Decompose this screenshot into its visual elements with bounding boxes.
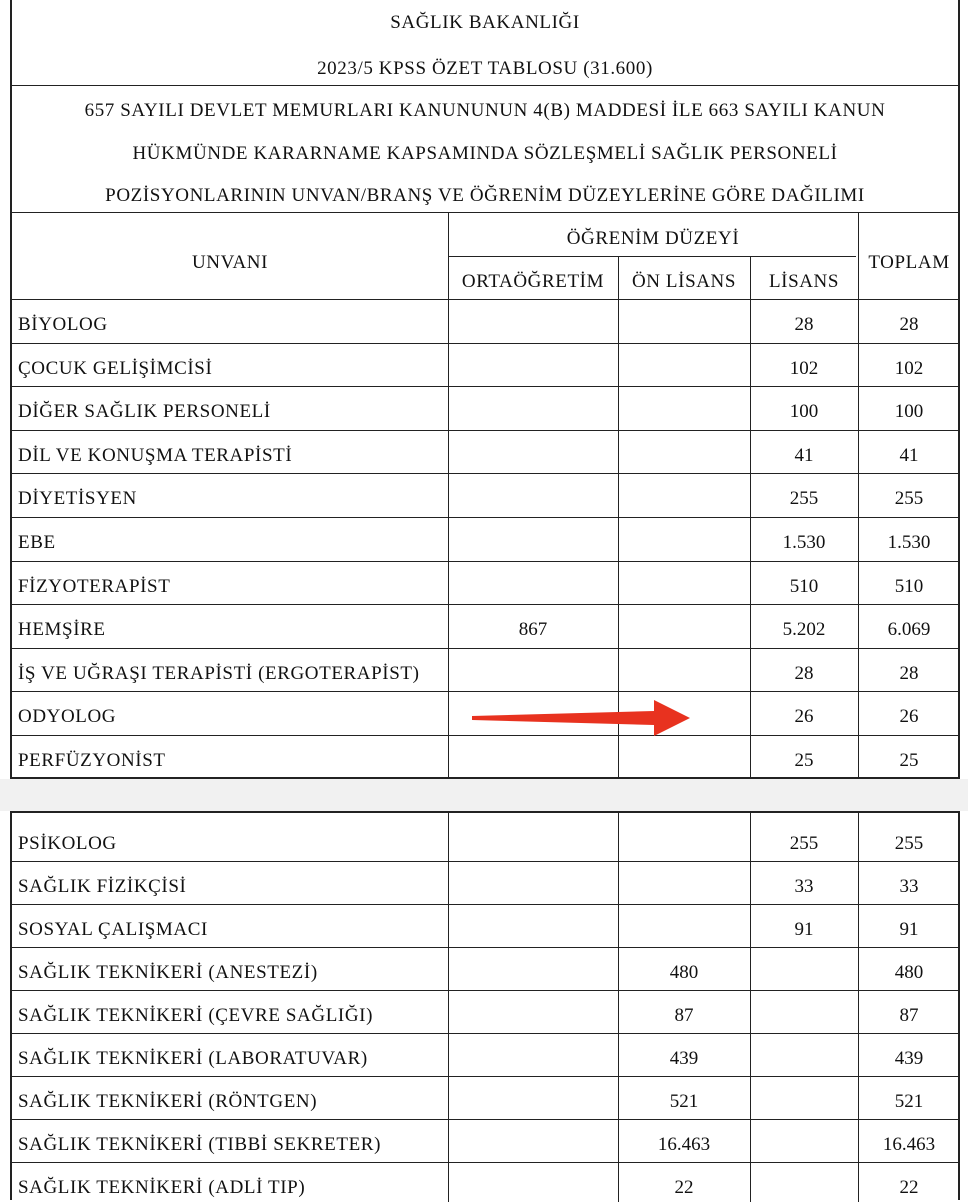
cell-lisans: 33 <box>794 876 814 897</box>
column-header-group: ÖĞRENİM DÜZEYİ <box>566 228 740 249</box>
row-title: PSİKOLOG <box>18 833 117 854</box>
cell-lisans: 102 <box>789 357 819 379</box>
row-title: SAĞLIK TEKNİKERİ (LABORATUVAR) <box>18 1048 368 1069</box>
cell-toplam: 87 <box>899 1005 919 1026</box>
column-header-secondary: ORTAÖĞRETİM <box>461 271 605 292</box>
table-subtitle: 2023/5 KPSS ÖZET TABLOSU (31.600) <box>317 58 653 79</box>
row-title: SOSYAL ÇALIŞMACI <box>18 919 208 940</box>
cell-lisans: 5.202 <box>782 619 826 641</box>
cell-toplam: 33 <box>899 876 919 897</box>
row-title: DİYETİSYEN <box>18 488 137 510</box>
row-title: ODYOLOG <box>18 706 117 728</box>
cell-toplam: 439 <box>894 1048 924 1069</box>
cell-onlisans: 22 <box>674 1177 694 1198</box>
cell-orta: 867 <box>518 619 548 641</box>
cell-lisans: 25 <box>794 750 814 771</box>
cell-lisans: 28 <box>794 662 814 684</box>
row-title: SAĞLIK TEKNİKERİ (RÖNTGEN) <box>18 1091 318 1112</box>
row-title: EBE <box>18 532 56 553</box>
description-line-3: POZİSYONLARININ UNVAN/BRANŞ VE ÖĞRENİM DÜZEYLERİNE GÖRE DAĞILIMI <box>105 185 865 206</box>
cell-toplam: 26 <box>899 706 919 728</box>
cell-onlisans: 521 <box>669 1091 699 1112</box>
cell-toplam: 102 <box>894 357 924 379</box>
summary-table-bottom <box>10 811 960 1200</box>
row-title: SAĞLIK TEKNİKERİ (TIBBİ SEKRETER) <box>18 1134 381 1155</box>
cell-toplam: 28 <box>899 662 919 684</box>
cell-toplam: 255 <box>894 833 924 854</box>
cell-toplam: 22 <box>899 1177 919 1198</box>
cell-lisans: 28 <box>794 314 814 335</box>
row-title: SAĞLIK TEKNİKERİ (ADLİ TIP) <box>18 1177 306 1198</box>
row-title: İŞ VE UĞRAŞI TERAPİSTİ (ERGOTERAPİST) <box>18 662 420 684</box>
cell-lisans: 41 <box>794 444 814 466</box>
cell-toplam: 480 <box>894 962 924 983</box>
row-title: BİYOLOG <box>18 314 108 335</box>
description-line-1: 657 SAYILI DEVLET MEMURLARI KANUNUNUN 4(B) MADDESİ İLE 663 SAYILI KANUN <box>84 100 886 121</box>
cell-onlisans: 87 <box>674 1005 694 1026</box>
row-title: SAĞLIK TEKNİKERİ (ANESTEZİ) <box>18 962 318 983</box>
row-title: PERFÜZYONİST <box>18 750 166 771</box>
cell-toplam: 41 <box>899 444 919 466</box>
column-header-associate: ÖN LİSANS <box>631 271 737 292</box>
row-title: DİĞER SAĞLIK PERSONELİ <box>18 401 271 423</box>
cell-lisans: 1.530 <box>782 532 826 553</box>
description-line-2: HÜKMÜNDE KARARNAME KAPSAMINDA SÖZLEŞMELİ SAĞLIK PERSONELİ <box>132 143 838 164</box>
cell-lisans: 510 <box>789 575 819 597</box>
cell-toplam: 510 <box>894 575 924 597</box>
cell-toplam: 6.069 <box>887 619 931 641</box>
row-title: ÇOCUK GELİŞİMCİSİ <box>18 357 213 379</box>
row-title: DİL VE KONUŞMA TERAPİSTİ <box>18 444 293 466</box>
cell-toplam: 100 <box>894 401 924 423</box>
row-title: SAĞLIK FİZİKÇİSİ <box>18 876 187 897</box>
summary-table-top <box>10 0 960 779</box>
red-arrow-icon <box>472 700 692 736</box>
cell-lisans: 255 <box>789 488 819 510</box>
cell-lisans: 91 <box>794 919 814 940</box>
row-title: SAĞLIK TEKNİKERİ (ÇEVRE SAĞLIĞI) <box>18 1005 374 1026</box>
cell-onlisans: 439 <box>669 1048 699 1069</box>
cell-toplam: 25 <box>899 750 919 771</box>
row-title: HEMŞİRE <box>18 619 106 641</box>
cell-lisans: 255 <box>789 833 819 854</box>
cell-onlisans: 16.463 <box>657 1134 711 1155</box>
page-break <box>0 779 968 811</box>
cell-toplam: 16.463 <box>882 1134 936 1155</box>
column-header-total: TOPLAM <box>868 252 950 273</box>
cell-toplam: 1.530 <box>887 532 931 553</box>
cell-toplam: 521 <box>894 1091 924 1112</box>
cell-toplam: 28 <box>899 314 919 335</box>
column-header-title: UNVANI <box>191 252 269 273</box>
row-title: FİZYOTERAPİST <box>18 575 171 597</box>
cell-toplam: 91 <box>899 919 919 940</box>
ministry-title: SAĞLIK BAKANLIĞI <box>390 12 580 33</box>
cell-onlisans: 480 <box>669 962 699 983</box>
cell-lisans: 26 <box>794 706 814 728</box>
cell-toplam: 255 <box>894 488 924 510</box>
column-header-bachelor: LİSANS <box>768 271 840 292</box>
cell-lisans: 100 <box>789 401 819 423</box>
